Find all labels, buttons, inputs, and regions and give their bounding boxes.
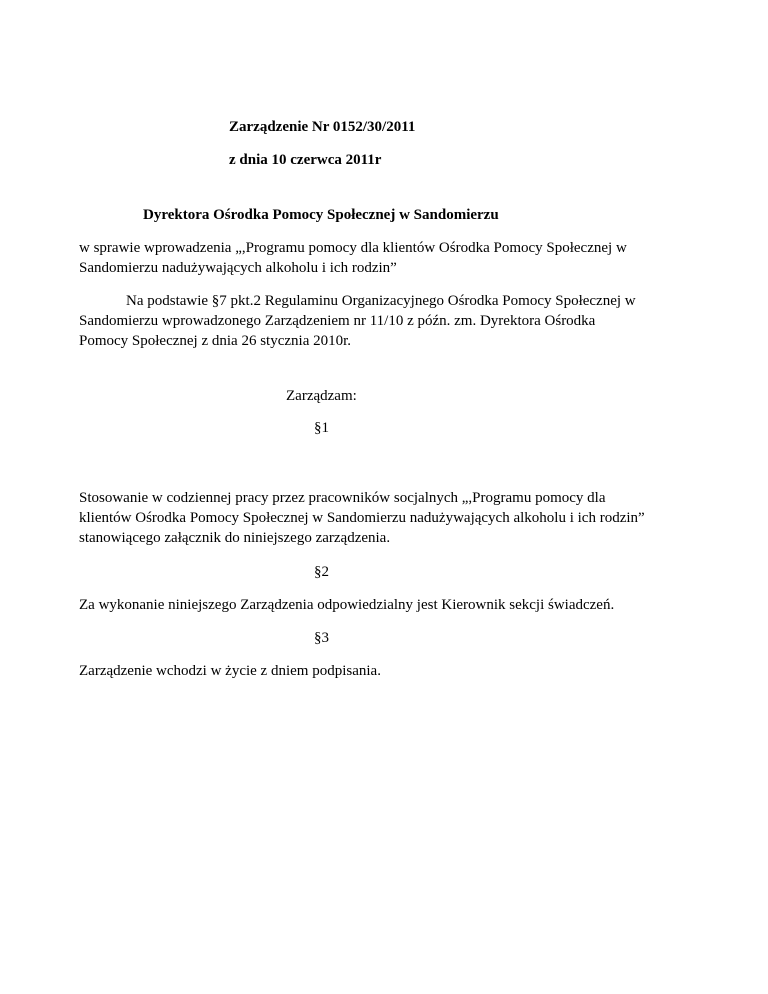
section-symbol-1: §1 (314, 420, 329, 436)
subject-line-1: w sprawie wprowadzenia „,Programu pomocy dla klientów Ośrodka Pomocy Społecznej w (79, 240, 627, 256)
document-issuer: Dyrektora Ośrodka Pomocy Społecznej w Sandomierzu (143, 207, 499, 223)
basis-line-2: Sandomierzu wprowadzonego Zarządzeniem nr 11/10 z późn. zm. Dyrektora Ośrodka (79, 313, 596, 329)
decree-heading: Zarządzam: (286, 388, 357, 404)
subject-line-2: Sandomierzu nadużywających alkoholu i ich rodzin” (79, 260, 397, 276)
section-symbol-3: §3 (314, 630, 329, 646)
section-3-line-1: Zarządzenie wchodzi w życie z dniem podpisania. (79, 663, 381, 679)
document-title: Zarządzenie Nr 0152/30/2011 (229, 119, 416, 135)
basis-line-3: Pomocy Społecznej z dnia 26 stycznia 2010r. (79, 333, 352, 349)
document-date: z dnia 10 czerwca 2011r (229, 152, 382, 168)
basis-line-1: Na podstawie §7 pkt.2 Regulaminu Organizacyjnego Ośrodka Pomocy Społecznej w (126, 293, 636, 309)
section-symbol-2: §2 (314, 564, 329, 580)
section-2-line-1: Za wykonanie niniejszego Zarządzenia odpowiedzialny jest Kierownik sekcji świadczeń. (79, 597, 615, 613)
section-1-line-1: Stosowanie w codziennej pracy przez pracowników socjalnych „,Programu pomocy dla (79, 490, 606, 506)
section-1-line-2: klientów Ośrodka Pomocy Społecznej w Sandomierzu nadużywających alkoholu i ich rodzin” (79, 510, 645, 526)
section-1-line-3: stanowiącego załącznik do niniejszego zarządzenia. (79, 530, 391, 546)
